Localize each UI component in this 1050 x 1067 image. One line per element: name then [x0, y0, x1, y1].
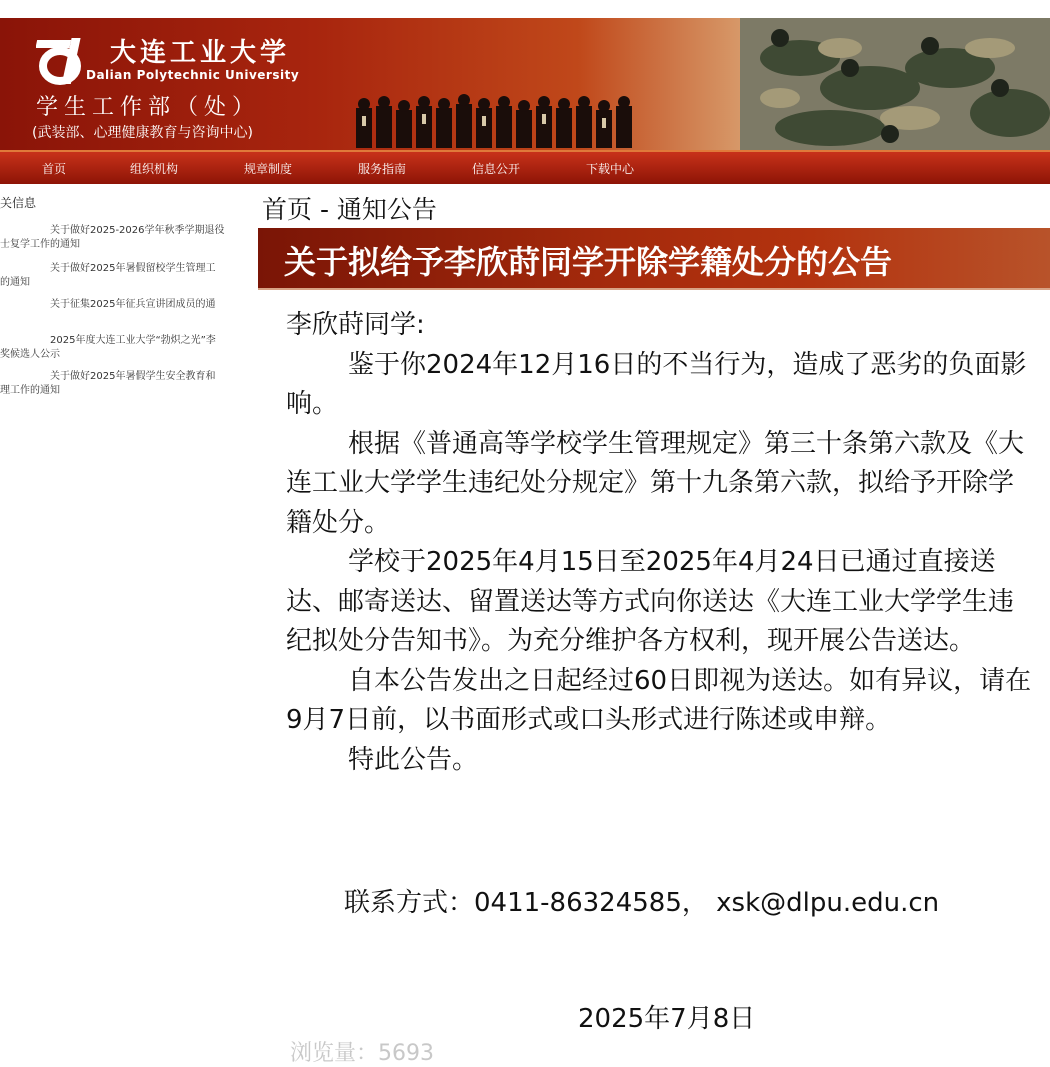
notice-contact: 联系方式：0411-86324585， xsk@dlpu.edu.cn	[344, 888, 940, 918]
nav-item-regulations[interactable]: 规章制度	[244, 162, 293, 176]
notice-title-bar	[258, 228, 1050, 290]
sidebar-title: 关信息	[0, 196, 37, 210]
nav-item-service-guide[interactable]: 服务指南	[358, 162, 407, 176]
sidebar-link[interactable]	[0, 262, 240, 290]
view-count: 浏览量：5693	[290, 1041, 434, 1066]
nav-item-info-disclosure[interactable]: 信息公开	[472, 162, 521, 176]
sidebar-link[interactable]	[0, 224, 240, 252]
sidebar-link-line2: 的通知	[0, 277, 30, 288]
sidebar-link-line1: 关于做好2025年暑假学生安全教育和	[50, 371, 216, 382]
nav-item-download[interactable]: 下载中心	[586, 162, 635, 176]
graduates-photo	[352, 92, 648, 148]
notice-title: 关于拟给予李欣莳同学开除学籍处分的公告	[284, 243, 893, 281]
breadcrumb: 首页 - 通知公告	[262, 195, 437, 224]
military-training-photo	[740, 18, 1050, 150]
notice-paragraph: 鉴于你2024年12月16日的不当行为，造成了恶劣的负面影响。	[286, 349, 1027, 419]
notice-body	[286, 306, 1038, 780]
department-subtitle: (武装部、心理健康教育与咨询中心)	[32, 125, 253, 141]
notice-closing: 特此公告。	[348, 744, 479, 775]
notice-salutation: 李欣莳同学:	[286, 310, 425, 340]
university-name-cn: 大连工业大学	[110, 38, 291, 68]
sidebar-link[interactable]	[0, 370, 240, 398]
university-logo-icon	[36, 36, 88, 86]
university-name-en: Dalian Polytechnic University	[86, 68, 300, 82]
nav-item-home[interactable]: 首页	[42, 162, 67, 176]
notice-paragraph: 学校于2025年4月15日至2025年4月24日已通过直接送达、邮寄送达、留置送达等方式向你送达《大连工业大学学生违纪拟处分告知书》。为充分维护各方权利，现开展公告送达。	[286, 547, 1015, 656]
sidebar-link-line1: 关于做好2025年暑假留校学生管理工	[50, 263, 216, 274]
sidebar-link-line1: 关于征集2025年征兵宣讲团成员的通	[50, 299, 216, 310]
sidebar-link-line1: 关于做好2025-2026学年秋季学期退役	[50, 225, 225, 236]
sidebar-link[interactable]	[0, 334, 240, 362]
sidebar-link-line2: 理工作的通知	[0, 385, 60, 396]
sidebar-link-line2: 奖候选人公示	[0, 349, 60, 360]
notice-date: 2025年7月8日	[578, 1004, 756, 1034]
header-banner	[0, 18, 1050, 150]
notice-paragraph: 自本公告发出之日起经过60日即视为送达。如有异议，请在9月7日前，以书面形式或口头形式进行陈述或申辩。	[286, 665, 1032, 735]
notice-paragraph: 根据《普通高等学校学生管理规定》第三十条第六款及《大连工业大学学生违纪处分规定》第十九条第六款，拟给予开除学籍处分。	[286, 428, 1025, 538]
sidebar-link[interactable]	[0, 298, 240, 312]
sidebar-link-line2: 士复学工作的通知	[0, 239, 80, 250]
main-nav	[0, 150, 1050, 184]
sidebar-link-line1: 2025年度大连工业大学“勃炽之光”李	[50, 335, 216, 346]
nav-item-organization[interactable]: 组织机构	[130, 162, 179, 176]
department-title: 学生工作部（处）	[36, 95, 261, 120]
